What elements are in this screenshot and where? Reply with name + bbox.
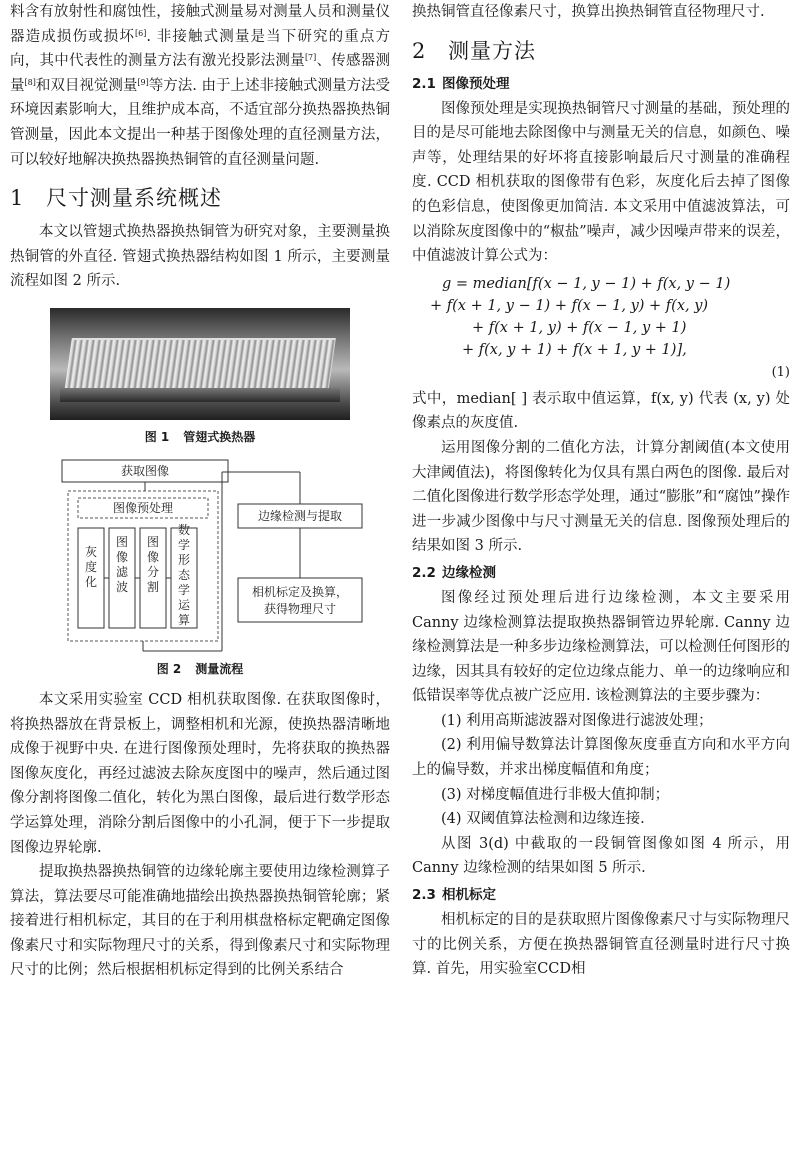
paragraph-ccd-acquisition: 本文采用实验室 CCD 相机获取图像. 在获取图像时，将换热器放在背景板上，调整相机和光源，使换热器清晰地成像于视野中央. 在进行图像预处理时，先将获取的换热器图像灰度化，再经过滤波去除灰度图中的噪声，然后通过图像分割将图像二值化，转化为黑白图像，最后进行数学形态学运算处理，消除分割后图像中的小孔洞，便于下一步提取图像边界轮廓. bbox=[10, 691, 390, 856]
right-column bbox=[412, 0, 790, 982]
flow-filter-label bbox=[116, 535, 129, 594]
paragraph-binarization: 运用图像分割的二值化方法，计算分割阈值(本文使用大津阈值法)，将图像转化为仅具有黑白两色的图像. 最后对二值化图像进行数学形态学处理，通过“膨胀”和“腐蚀”操作进一步减少图像中与尺寸测量无关的信息. 图像预处理后的结果如图 3 所示. bbox=[412, 439, 790, 555]
equation-number: (1) bbox=[771, 364, 790, 380]
canny-step-3: (3) 对梯度幅值进行非极大值抑制； bbox=[441, 786, 670, 803]
canny-step-2: (2) 利用偏导数算法计算图像灰度垂直方向和水平方向上的偏导数，并求出梯度幅值和角度； bbox=[412, 737, 790, 779]
continued-paragraph: 换热铜管直径像素尺寸，换算出换热铜管直径物理尺寸. bbox=[412, 4, 765, 20]
subsection-2-2-heading: 2.2 边缘检测 bbox=[412, 564, 496, 581]
subsection-2-1-heading: 2.1 图像预处理 bbox=[412, 75, 510, 92]
paragraph-camera-calibration: 相机标定的目的是获取照片图像像素尺寸与实际物理尺寸的比例关系，方便在换热器铜管直径测量时进行尺寸换算. 首先，用实验室CCD相 bbox=[412, 912, 790, 978]
flow-morph-label bbox=[178, 522, 191, 627]
equation-line-4: + f(x, y + 1) + f(x + 1, y + 1)], bbox=[462, 341, 687, 358]
subsection-2-3-heading: 2.3 相机标定 bbox=[412, 887, 496, 904]
citation-9: [9] bbox=[137, 77, 149, 87]
section-2-heading: 2 测量方法 bbox=[412, 38, 536, 63]
equation-line-1: g = median[f(x − 1, y − 1) + f(x, y − 1) bbox=[442, 275, 731, 292]
paragraph-canny: 图像经过预处理后进行边缘检测，本文主要采用 Canny 边缘检测算法提取换热器铜管边界轮廓. Canny 边缘检测算法是一种多步边缘检测算法，可以检测任何图形的边缘，因其具有较好的定位边缘点能力、单一的边缘响应和低错误率等优点被广泛应用. 该检测算法的主要步骤为： bbox=[412, 589, 790, 705]
median-filter-equation bbox=[412, 273, 790, 361]
flow-morph-label-text: 数学形态学运算 bbox=[177, 522, 191, 627]
flow-filter-label-text: 图像滤波 bbox=[115, 534, 129, 594]
flow-segment-label bbox=[147, 535, 159, 594]
left-column bbox=[10, 0, 390, 983]
figure-2-flowchart bbox=[10, 456, 390, 656]
canny-step-1: (1) 利用高斯滤波器对图像进行滤波处理； bbox=[441, 712, 713, 729]
canny-steps-list bbox=[412, 709, 790, 832]
section-1-paragraph: 本文以管翅式换热器换热铜管为研究对象，主要测量换热铜管的外直径. 管翅式换热器结构如图 1 所示，主要测量流程如图 2 所示. bbox=[10, 224, 390, 290]
section-1-heading: 1 尺寸测量系统概述 bbox=[10, 186, 222, 211]
figure-2-caption: 图 2 测量流程 bbox=[156, 661, 244, 676]
paragraph-figure-4-5: 从图 3(d) 中截取的一段铜管图像如图 4 所示，用 Canny 边缘检测的结果如图 5 所示. bbox=[412, 835, 790, 877]
paragraph-preprocessing: 图像预处理是实现换热铜管尺寸测量的基础，预处理的目的是尽可能地去除图像中与测量无关的信息，如颜色、噪声等，处理结果的好坏将直接影响最后尺寸测量的准确程度. CCD 相机获取的图像带有色彩，灰度化后去掉了图像的色彩信息，使图像更加简洁. 本文采用中值滤波算法，可以消除灰度图像中的“椒盐”噪声，减少因噪声带来的误差，中值滤波计算公式为： bbox=[412, 100, 790, 265]
flow-edge-label: 边缘检测与提取 bbox=[257, 508, 343, 523]
canny-step-4: (4) 双阈值算法检测和边缘连接. bbox=[441, 811, 645, 828]
citation-6: [6] bbox=[135, 28, 147, 38]
equation-line-3: + f(x + 1, y) + f(x − 1, y + 1) bbox=[472, 319, 687, 336]
flow-calib-label-2: 获得物理尺寸 bbox=[263, 601, 337, 616]
flow-gray-label-text: 灰度化 bbox=[84, 544, 98, 589]
citation-7: [7] bbox=[304, 53, 317, 63]
flow-segment-label-text: 图像分割 bbox=[146, 534, 160, 594]
flow-gray-label bbox=[85, 545, 97, 589]
figure-1-photo bbox=[50, 308, 350, 420]
figure-1-caption: 图 1 管翅式换热器 bbox=[144, 429, 256, 444]
citation-8: [8] bbox=[24, 77, 36, 87]
paragraph-edge-extraction: 提取换热器换热铜管的边缘轮廓主要使用边缘检测算子算法，算法要尽可能准确地描绘出换热器换热铜管轮廓；紧接着进行相机标定，其目的在于利用棋盘格标定靶确定图像像素尺寸和实际物理尺寸的关系，得到像素尺寸和实际物理尺寸的比例；然后根据相机标定得到的比例关系结合 bbox=[10, 864, 390, 979]
flow-preprocess-label: 图像预处理 bbox=[112, 500, 174, 515]
flow-acquire-label: 获取图像 bbox=[120, 463, 170, 478]
flow-calib-label-1: 相机标定及换算， bbox=[251, 584, 349, 599]
equation-line-2: + f(x + 1, y − 1) + f(x − 1, y) + f(x, y) bbox=[430, 297, 709, 314]
equation-explanation: 式中，median[ ] 表示取中值运算，f(x, y) 代表 (x, y) 处像素点的灰度值. bbox=[412, 390, 790, 432]
intro-paragraph: 料含有放射性和腐蚀性，接触式测量易对测量人员和测量仪器造成损伤或损坏[6]. 非接触式测量是当下研究的重点方向，其中代表性的测量方法有激光投影法测量[7]、传感器测量[8]和双目视觉测量[9]等方法. 由于上述非接触式测量方法受环境因素影响大，且维护成本高，不适宜部分换热器换热铜管测量，因此本文提出一种基于图像处理的直径测量方法，可以较好地解决换热器换热铜管的直径测量问题. bbox=[10, 4, 391, 168]
